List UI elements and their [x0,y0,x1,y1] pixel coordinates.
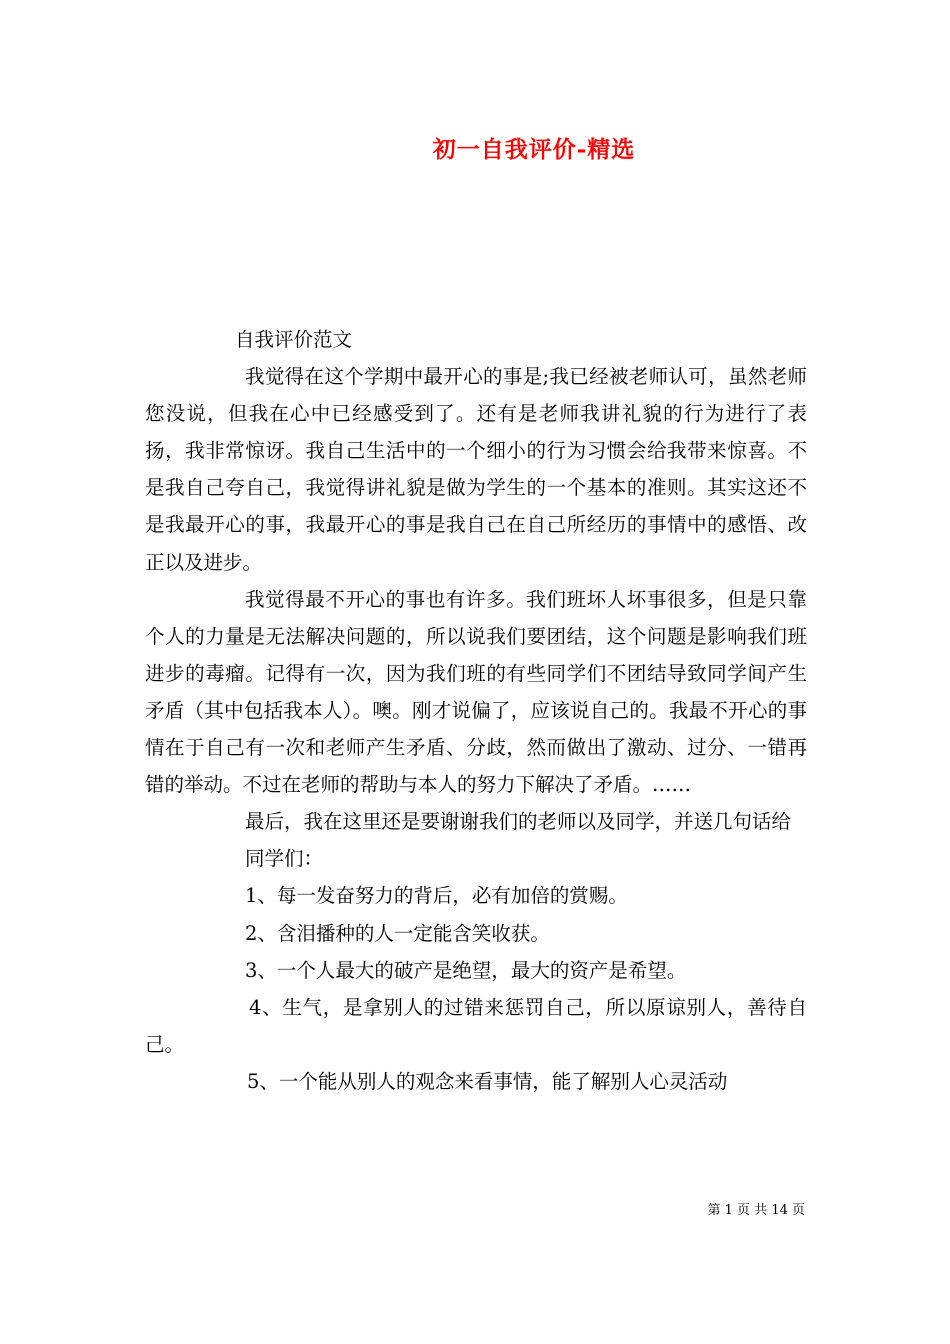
list-item-4: 4、生气，是拿别人的过错来惩罚自己，所以原谅别人，善待自己。 [145,995,807,1056]
paragraph-4: 同学们： [245,847,324,871]
document-title: 初一自我评价-精选 [432,136,636,163]
document-body [145,321,807,1100]
paragraph-3: 最后，我在这里还是要谢谢我们的老师以及同学，并送几句话给 [245,810,792,834]
paragraph-1: 我觉得在这个学期中最开心的事是;我已经被老师认可，虽然老师您没说，但我在心中已经感受到了。还有是老师我讲礼貌的行为进行了表扬，我非常惊讶。我自己生活中的一个细小的行为习惯会给我带来惊喜。不是我自己夸自己，我觉得讲礼貌是做为学生的一个基本的准则。其实这还不是我最开心的事，我最开心的事是我自己在自己所经历的事情中的感悟、改正以及进步。 [145,365,807,574]
paragraph-2: 我觉得最不开心的事也有许多。我们班坏人坏事很多，但是只靠个人的力量是无法解决问题的，所以说我们要团结，这个问题是影响我们班进步的毒瘤。记得有一次，因为我们班的有些同学们不团结导致同学间产生矛盾（其中包括我本人）。噢。刚才说偏了，应该说自己的。我最不开心的事情在于自己有一次和老师产生矛盾、分歧，然而做出了激动、过分、一错再错的举动。不过在老师的帮助与本人的努力下解决了矛盾。…… [145,587,807,797]
list-item-2: 2、含泪播种的人一定能含笑收获。 [245,921,550,945]
list-item-5: 5、一个能从别人的观念来看事情，能了解别人心灵活动 [247,1069,728,1093]
section-heading: 自我评价范文 [235,328,353,351]
list-item-3: 3、一个人最大的破产是绝望，最大的资产是希望。 [245,958,687,982]
page-number: 第 1 页 共 14 页 [707,1203,805,1218]
list-item-1: 1、每一发奋努力的背后，必有加倍的赏赐。 [245,884,628,908]
